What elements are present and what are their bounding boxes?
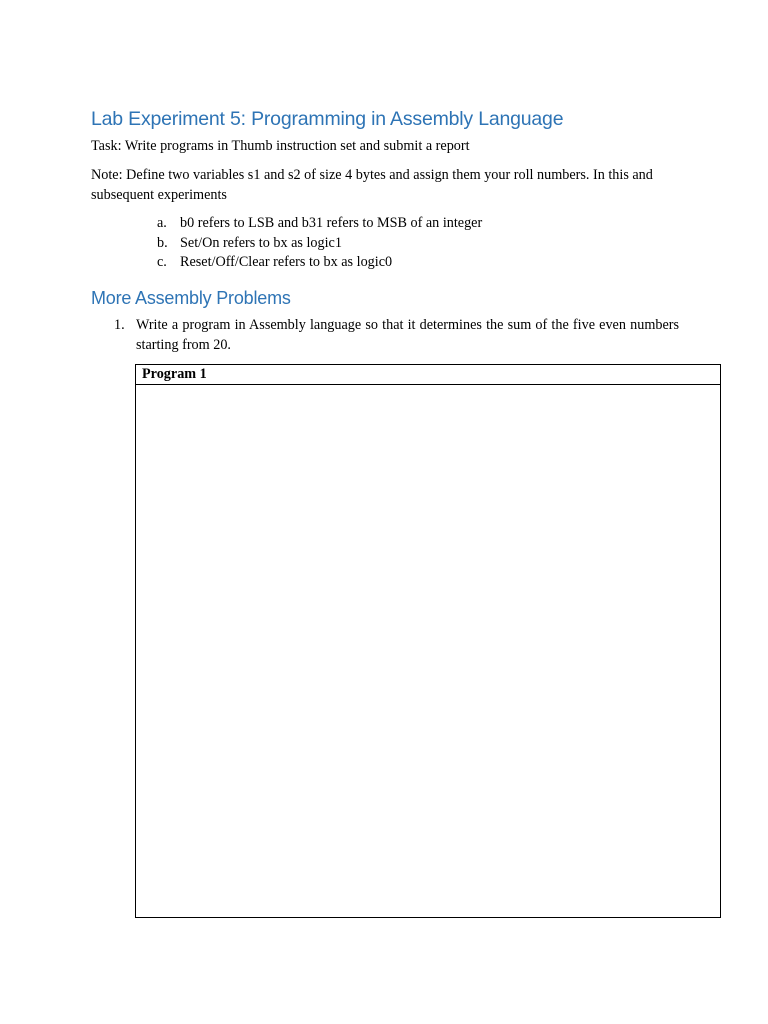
- list-item: [157, 253, 482, 273]
- list-marker: a.: [157, 215, 167, 231]
- problem-text: Write a program in Assembly language so that it determines the sum of the five even numbers starting from 20.: [136, 317, 679, 353]
- list-item-text: Set/On refers to bx as logic1: [180, 234, 342, 251]
- note-paragraph: Note: Define two variables s1 and s2 of size 4 bytes and assign them your roll numbers. In this and subsequent experiments: [91, 167, 653, 203]
- program-box-body[interactable]: [136, 385, 720, 917]
- list-marker: b.: [157, 234, 168, 251]
- program-box-header: Program 1: [136, 365, 720, 385]
- page-title: Lab Experiment 5: Programming in Assembly Language: [91, 108, 564, 130]
- section-title: More Assembly Problems: [91, 288, 291, 308]
- list-item: [157, 234, 482, 254]
- list-marker: c.: [157, 254, 167, 270]
- list-item-text: Reset/Off/Clear refers to bx as logic0: [180, 254, 393, 270]
- list-item: [157, 214, 482, 234]
- problem-item: [114, 315, 679, 355]
- definitions-list: [157, 214, 482, 273]
- task-paragraph: Task: Write programs in Thumb instruction set and submit a report: [91, 138, 470, 154]
- problem-marker: 1.: [114, 317, 125, 333]
- list-item-text: b0 refers to LSB and b31 refers to MSB of an integer: [180, 215, 483, 231]
- program-answer-box: [135, 364, 721, 918]
